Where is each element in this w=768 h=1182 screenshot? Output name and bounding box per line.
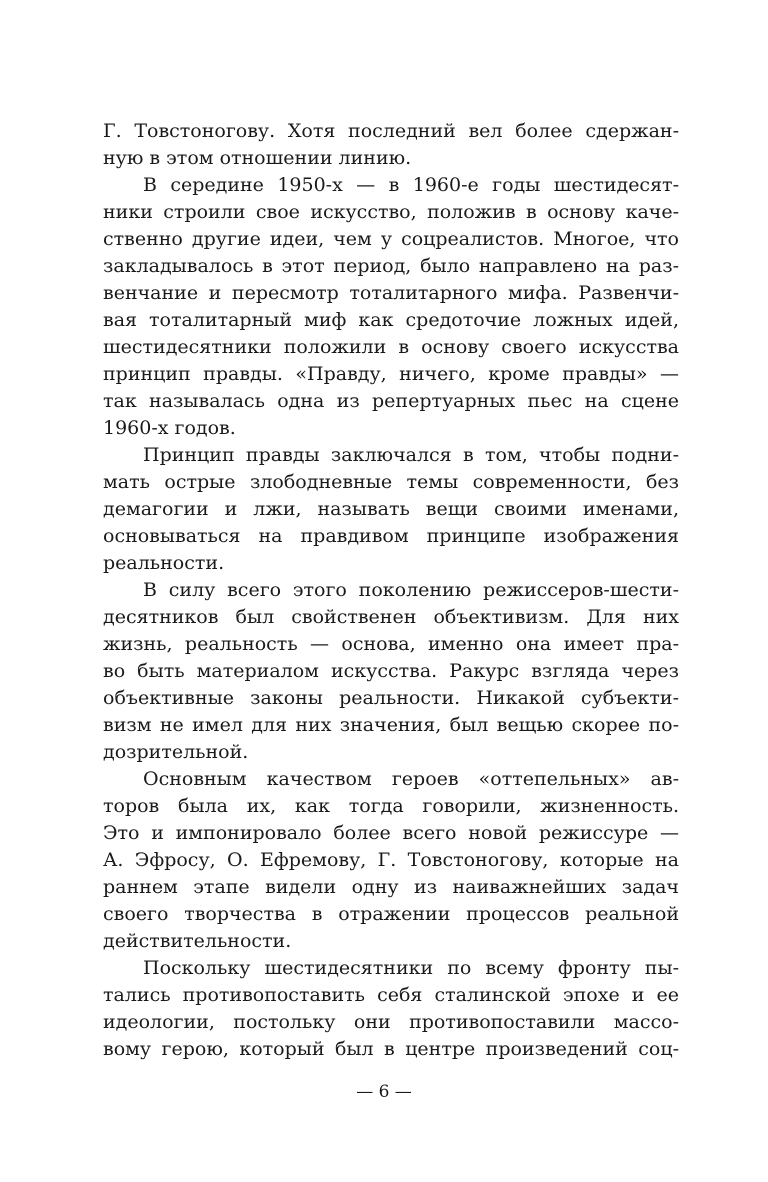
text-line: объективные законы реальности. Никакой субъекти- — [103, 687, 679, 709]
page-number: — 6 — — [356, 1082, 412, 1102]
text-line: действительности. — [103, 930, 292, 952]
text-line: А. Эфросу, О. Ефремову, Г. Товстоногову, которые на — [103, 849, 679, 871]
text-line: визм не имел для них значения, был вещью скорее по- — [103, 714, 679, 736]
text-line: ники строили свое искусство, положив в основу каче- — [103, 201, 679, 223]
text-line: Это и импонировало более всего новой режиссуре — — [103, 822, 679, 844]
text-line: торов была их, как тогда говорили, жизненность. — [103, 795, 679, 817]
text-line: ственно другие идеи, чем у соцреалистов. Многое, что — [103, 228, 679, 250]
text-line: Поскольку шестидесятники по всему фронту пы- — [143, 957, 679, 979]
text-line: дозрительной. — [103, 741, 249, 763]
text-line: Основным качеством героев «оттепельных» ав- — [143, 768, 679, 790]
text-line: В силу всего этого поколению режиссеров-шести- — [143, 579, 679, 601]
page-body — [103, 118, 679, 1063]
text-line: мать острые злободневные темы современности, без — [103, 471, 679, 493]
text-line: жизнь, реальность — основа, именно она имеет пра- — [103, 633, 679, 655]
text-line: закладывалось в этот период, было направлено на раз- — [103, 255, 679, 277]
text-line: шестидесятники положили в основу своего искусства — [103, 336, 679, 358]
text-line: принцип правды. «Правду, ничего, кроме правды» — — [103, 363, 679, 385]
text-line: основываться на правдивом принципе изображения — [103, 525, 679, 547]
text-line: Г. Товстоногову. Хотя последний вел более сдержан- — [103, 120, 679, 142]
text-line: Принцип правды заключался в том, чтобы подни- — [143, 444, 679, 466]
text-line: ную в этом отношении линию. — [103, 147, 412, 169]
text-line: тались противопоставить себя сталинской эпохе и ее — [103, 984, 679, 1006]
text-line: В середине 1950-х — в 1960-е годы шестидесят- — [143, 174, 679, 196]
text-line: демагогии и лжи, называть вещи своими именами, — [103, 498, 679, 520]
text-line: во быть материалом искусства. Ракурс взгляда через — [103, 660, 679, 682]
text-line: своего творчества в отражении процессов реальной — [103, 903, 679, 925]
text-line: реальности. — [103, 552, 225, 574]
text-line: раннем этапе видели одну из наиважнейших задач — [103, 876, 679, 898]
text-line: венчание и пересмотр тоталитарного мифа. Развенчи- — [103, 282, 679, 304]
text-line: 1960-х годов. — [103, 417, 236, 439]
text-line: вая тоталитарный миф как средоточие ложных идей, — [103, 309, 679, 331]
text-line: так называлась одна из репертуарных пьес на сцене — [103, 390, 679, 412]
text-line: вому герою, который был в центре произведений соц- — [103, 1038, 679, 1060]
text-line: десятников был свойственен объективизм. Для них — [103, 606, 679, 628]
text-line: идеологии, постольку они противопоставили массо- — [103, 1011, 679, 1033]
